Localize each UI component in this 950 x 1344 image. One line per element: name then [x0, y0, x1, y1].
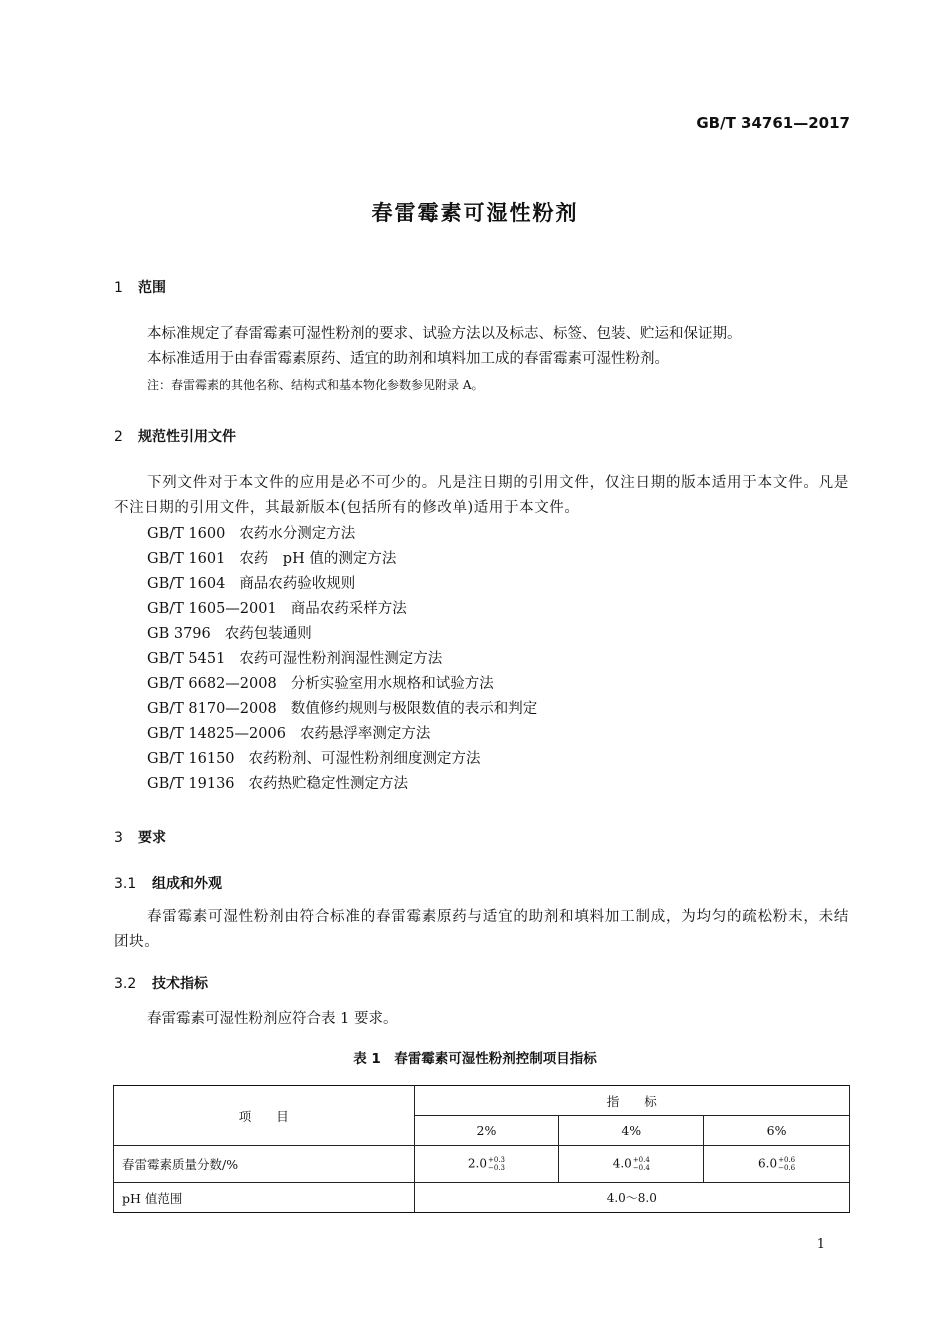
reference-code: GB/T 19136 [147, 776, 235, 792]
reference-code: GB/T 6682—2008 [147, 676, 277, 692]
reference-item [147, 647, 442, 672]
table-cell [414, 1146, 559, 1183]
reference-title: 农药热贮稳定性测定方法 [248, 776, 409, 792]
reference-code: GB/T 16150 [147, 751, 235, 767]
document-title: 春雷霉素可湿性粉剂 [371, 201, 579, 225]
subsection-title: 组成和外观 [152, 876, 222, 892]
page-number: 1 [816, 1237, 825, 1252]
reference-title: 农药可湿性粉剂润湿性测定方法 [239, 651, 443, 667]
reference-code: GB/T 1601 [147, 551, 226, 567]
section-number: 2 [114, 429, 123, 445]
subsection-3-2-text: 春雷霉素可湿性粉剂应符合表 1 要求。 [147, 1011, 398, 1027]
section-1-paragraph-2: 本标准适用于由春雷霉素原药、适宜的助剂和填料加工成的春雷霉素可湿性粉剂。 [147, 351, 669, 367]
reference-code: GB/T 1600 [147, 526, 226, 542]
section-number: 3 [114, 830, 123, 846]
standard-code: GB/T 34761—2017 [696, 114, 850, 132]
tolerance [488, 1156, 505, 1172]
subsection-number: 3.2 [114, 976, 137, 992]
reference-title: 商品农药验收规则 [239, 576, 356, 592]
tolerance-plus: +0.4 [632, 1156, 650, 1164]
reference-item [147, 547, 396, 572]
reference-item [147, 622, 312, 647]
reference-title: 农药水分测定方法 [239, 526, 356, 542]
section-2-heading [114, 426, 236, 446]
reference-code: GB 3796 [147, 626, 211, 642]
tolerance-minus: −0.4 [632, 1164, 650, 1172]
reference-title: 分析实验室用水规格和试验方法 [290, 676, 494, 692]
cell-value: 6.0 [758, 1156, 778, 1171]
reference-item [147, 722, 430, 747]
reference-item [147, 522, 355, 547]
reference-item [147, 597, 407, 622]
specification-table [113, 1085, 850, 1213]
tolerance [633, 1156, 650, 1172]
column-header-2pct: 2% [414, 1116, 559, 1146]
reference-code: GB/T 1604 [147, 576, 226, 592]
reference-item [147, 772, 408, 797]
section-1-paragraph-1: 本标准规定了春雷霉素可湿性粉剂的要求、试验方法以及标志、标签、包装、贮运和保证期。 [147, 326, 742, 342]
tolerance-plus: +0.6 [778, 1156, 796, 1164]
section-title: 要求 [138, 830, 166, 846]
cell-value: 4.0 [612, 1156, 632, 1171]
row-label-mass-fraction: 春雷霉素质量分数/% [114, 1146, 415, 1183]
cell-value: 2.0 [467, 1156, 488, 1171]
section-2-intro: 下列文件对于本文件的应用是必不可少的。凡是注日期的引用文件，仅注日期的版本适用于本文件。凡是不注日期的引用文件，其最新版本(包括所有的修改单)适用于本文件。 [114, 475, 849, 516]
column-header-4pct: 4% [559, 1116, 704, 1146]
tolerance [778, 1156, 795, 1172]
reference-item [147, 697, 537, 722]
reference-title: 农药包装通则 [224, 626, 312, 642]
header-item-cell: 项 目 [114, 1086, 415, 1146]
table-caption: 表 1 春雷霉素可湿性粉剂控制项目指标 [353, 1051, 597, 1067]
reference-title: 数值修约规则与极限数值的表示和判定 [290, 701, 538, 717]
section-1-heading [114, 277, 166, 297]
section-3-heading [114, 827, 166, 847]
subsection-3-2-heading [114, 973, 208, 993]
table-cell [704, 1146, 850, 1183]
table-cell [559, 1146, 704, 1183]
section-1-note: 注：春雷霉素的其他名称、结构式和基本物化参数参见附录 A。 [147, 378, 484, 392]
reference-item [147, 747, 481, 772]
reference-item [147, 672, 494, 697]
column-header-6pct: 6% [704, 1116, 850, 1146]
tolerance-minus: −0.6 [778, 1164, 796, 1172]
reference-code: GB/T 8170—2008 [147, 701, 277, 717]
reference-item [147, 572, 355, 597]
section-title: 规范性引用文件 [138, 429, 236, 445]
subsection-3-1-text: 春雷霉素可湿性粉剂由符合标准的春雷霉素原药与适宜的助剂和填料加工制成，为均匀的疏松粉末，未结团块。 [114, 909, 849, 950]
reference-code: GB/T 5451 [147, 651, 226, 667]
subsection-3-1-heading [114, 873, 222, 893]
subsection-number: 3.1 [114, 876, 137, 892]
ph-range-value: 4.0～8.0 [414, 1183, 849, 1213]
row-label-ph-range: pH 值范围 [114, 1183, 415, 1213]
subsection-title: 技术指标 [152, 976, 208, 992]
section-title: 范围 [138, 280, 166, 296]
reference-code: GB/T 1605—2001 [147, 601, 277, 617]
section-number: 1 [114, 280, 123, 296]
reference-title: 农药粉剂、可湿性粉剂细度测定方法 [248, 751, 481, 767]
reference-code: GB/T 14825—2006 [147, 726, 286, 742]
reference-title: 农药 pH 值的测定方法 [239, 551, 397, 567]
reference-title: 农药悬浮率测定方法 [299, 726, 431, 742]
tolerance-minus: −0.3 [488, 1164, 506, 1172]
reference-title: 商品农药采样方法 [290, 601, 407, 617]
tolerance-plus: +0.3 [488, 1156, 506, 1164]
header-indicator-cell: 指 标 [414, 1086, 849, 1116]
